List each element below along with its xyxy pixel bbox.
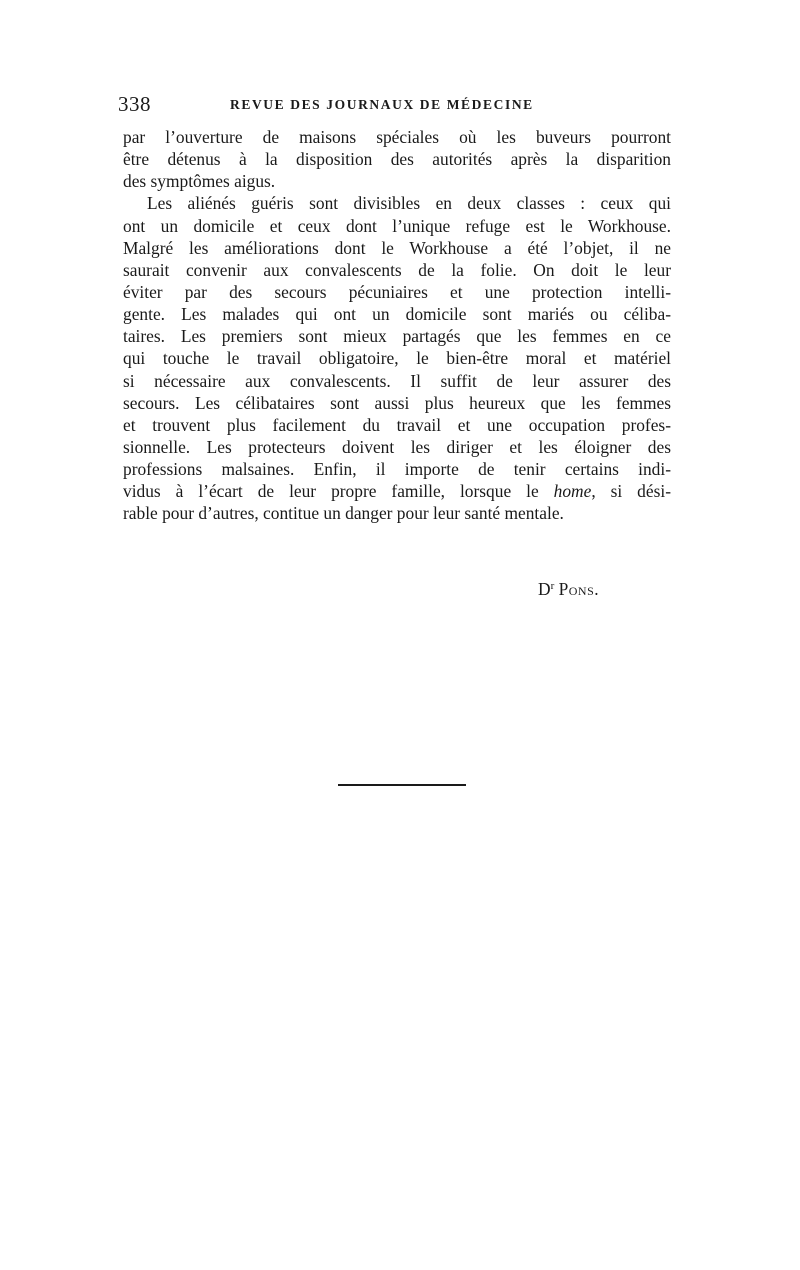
signature-name: Pons. (558, 579, 600, 599)
paragraph-line: et trouvent plus facilement du travail et une occupation profes- (123, 414, 671, 435)
running-head (118, 92, 673, 116)
paragraph-line: gente. Les malades qui ont un domicile sont mariés ou céliba- (123, 304, 671, 325)
paragraph-line: saurait convenir aux convalescents de la folie. On doit le leur (123, 259, 671, 280)
paragraph-line: Les aliénés guéris sont divisibles en deux classes : ceux qui (147, 193, 671, 214)
paragraph-line: secours. Les célibataires sont aussi plus heureux que les femmes (123, 392, 671, 413)
paragraph-line: éviter par des secours pécuniaires et une protection intelli- (123, 281, 671, 302)
paragraph-line: si nécessaire aux convalescents. Il suffit de leur assurer des (123, 370, 671, 391)
line-text: vidus à l’écart de leur propre famille, lorsque le (123, 481, 554, 502)
paragraph-line: Malgré les améliorations dont le Workhouse a été l’objet, il ne (123, 237, 671, 258)
body-text (123, 126, 671, 525)
signature-title (538, 579, 554, 599)
paragraph-line: rable pour d’autres, contitue un danger pour leur santé mentale. (123, 503, 564, 524)
signature (538, 579, 599, 600)
page-number: 338 (118, 92, 151, 116)
paragraph-line: des symptômes aigus. (123, 171, 276, 192)
paragraph-line: ont un domicile et ceux dont l’unique refuge est le Workhouse. (123, 215, 671, 236)
line-text: , si dési- (591, 481, 671, 502)
italic-word: home (553, 481, 592, 502)
paragraph-line: professions malsaines. Enfin, il importe de tenir certains indi- (123, 459, 671, 480)
paragraph-line: qui touche le travail obligatoire, le bien-être moral et matériel (123, 348, 671, 369)
end-rule (338, 784, 466, 786)
paragraph-line: taires. Les premiers sont mieux partagés que les femmes en ce (123, 326, 671, 347)
paragraph-line (123, 480, 671, 502)
signature-title-letter: D (538, 579, 551, 599)
signature-title-superscript: r (550, 580, 555, 592)
paragraph-line: être détenus à la disposition des autorités après la disparition (123, 149, 671, 170)
paragraph-line: par l’ouverture de maisons spéciales où les buveurs pourront (123, 127, 671, 147)
journal-title: REVUE DES JOURNAUX DE MÉDECINE (230, 97, 534, 112)
paragraph-line: sionnelle. Les protecteurs doivent les diriger et les éloigner des (123, 436, 671, 457)
